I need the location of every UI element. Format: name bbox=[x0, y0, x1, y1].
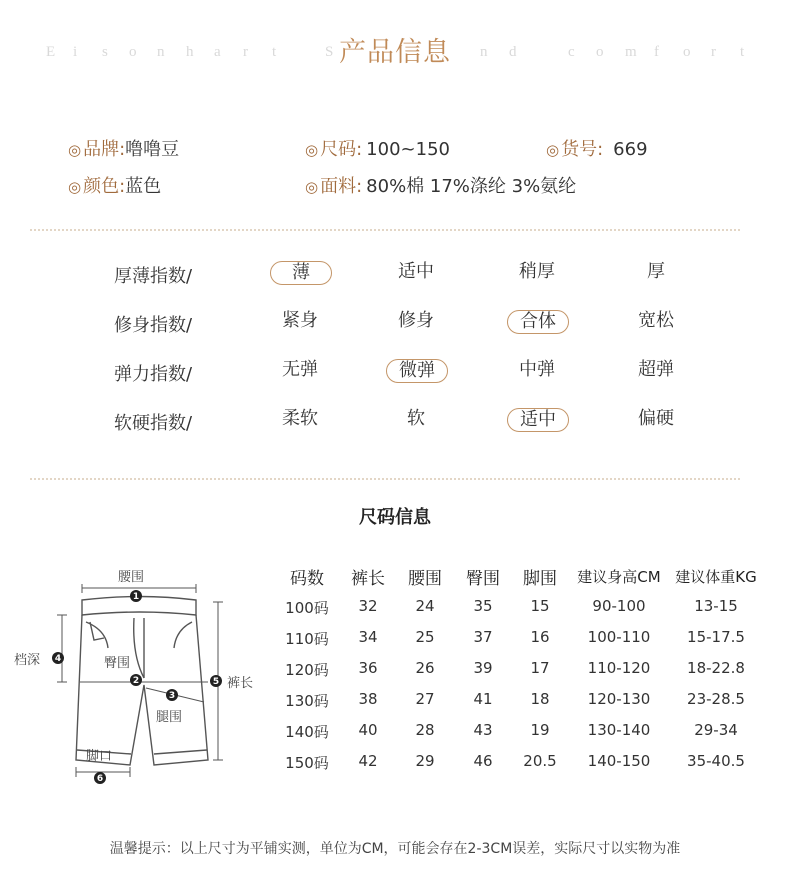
watermark-letter: t bbox=[272, 44, 277, 60]
dotted-divider bbox=[30, 229, 740, 231]
rise-label: 档深 bbox=[14, 653, 41, 668]
index-option: 适中 bbox=[398, 261, 434, 282]
hem-label: 脚口 bbox=[86, 749, 113, 764]
table-cell: 32 bbox=[358, 597, 378, 615]
index-option: 紧身 bbox=[282, 310, 318, 331]
index-option-selected: 合体 bbox=[507, 310, 569, 334]
size-section-title: 尺码信息 bbox=[359, 507, 431, 528]
color-info bbox=[68, 172, 161, 198]
table-cell: 140-150 bbox=[587, 752, 651, 770]
bullet-icon: ◎ bbox=[546, 141, 560, 159]
watermark-letter: S bbox=[325, 44, 334, 60]
table-cell: 35 bbox=[473, 597, 493, 615]
page-title: 产品信息 bbox=[339, 37, 451, 68]
shorts-measurement-diagram bbox=[10, 560, 275, 790]
table-cell: 150码 bbox=[285, 754, 329, 772]
table-cell: 41 bbox=[473, 690, 493, 708]
table-cell: 15-17.5 bbox=[687, 628, 745, 646]
table-cell: 23-28.5 bbox=[687, 690, 745, 708]
table-cell: 39 bbox=[473, 659, 493, 677]
table-header-cell: 臀围 bbox=[466, 569, 500, 589]
bullet-icon: ◎ bbox=[68, 178, 82, 196]
table-cell: 120-130 bbox=[587, 690, 651, 708]
table-cell: 25 bbox=[415, 628, 435, 646]
table-cell: 100-110 bbox=[587, 628, 651, 646]
index-label: 厚薄指数/ bbox=[114, 266, 193, 287]
watermark-letter: o bbox=[129, 44, 137, 60]
index-option: 修身 bbox=[398, 310, 434, 331]
watermark-letter: r bbox=[711, 44, 716, 60]
brand-value: 噜噜豆 bbox=[125, 139, 180, 160]
marker-5-label: 5 bbox=[212, 677, 220, 687]
bullet-icon: ◎ bbox=[305, 141, 319, 159]
table-cell: 26 bbox=[415, 659, 435, 677]
marker-6-label: 6 bbox=[96, 774, 104, 784]
watermark-letter: i bbox=[73, 44, 78, 60]
watermark-letter: h bbox=[186, 44, 194, 60]
index-option-selected: 适中 bbox=[507, 408, 569, 432]
size-label: 尺码: bbox=[320, 139, 363, 160]
bullet-icon: ◎ bbox=[305, 178, 319, 196]
watermark-letter: f bbox=[654, 44, 659, 60]
index-label: 修身指数/ bbox=[114, 315, 193, 336]
waist-label: 腰围 bbox=[118, 570, 145, 585]
sku-info bbox=[546, 135, 648, 161]
table-cell: 29 bbox=[415, 752, 435, 770]
table-cell: 36 bbox=[358, 659, 378, 677]
table-cell: 90-100 bbox=[592, 597, 646, 615]
table-cell: 27 bbox=[415, 690, 435, 708]
sku-label: 货号: bbox=[561, 139, 604, 160]
table-cell: 100码 bbox=[285, 599, 329, 617]
table-cell: 110码 bbox=[285, 630, 329, 648]
table-cell: 19 bbox=[530, 721, 550, 739]
brand-label: 品牌: bbox=[83, 139, 126, 160]
table-cell: 120码 bbox=[285, 661, 329, 679]
table-cell: 28 bbox=[415, 721, 435, 739]
fabric-info bbox=[305, 172, 576, 198]
size-info bbox=[305, 135, 450, 161]
table-cell: 43 bbox=[473, 721, 493, 739]
index-option: 超弹 bbox=[638, 359, 674, 380]
index-option: 软 bbox=[407, 408, 425, 429]
table-cell: 17 bbox=[530, 659, 550, 677]
table-cell: 38 bbox=[358, 690, 378, 708]
table-cell: 29-34 bbox=[694, 721, 738, 739]
table-header-cell: 码数 bbox=[290, 569, 324, 589]
index-option: 偏硬 bbox=[638, 408, 674, 429]
table-header-cell: 建议身高CM bbox=[577, 568, 661, 586]
index-option: 厚 bbox=[647, 261, 665, 282]
index-option: 柔软 bbox=[282, 408, 318, 429]
table-cell: 40 bbox=[358, 721, 378, 739]
length-label: 裤长 bbox=[227, 676, 254, 691]
table-cell: 110-120 bbox=[587, 659, 651, 677]
index-option: 稍厚 bbox=[519, 261, 555, 282]
watermark-letter: d bbox=[509, 44, 517, 60]
thigh-label: 腿围 bbox=[156, 710, 183, 725]
watermark-letter: c bbox=[568, 44, 575, 60]
watermark-letter: o bbox=[596, 44, 604, 60]
table-cell: 16 bbox=[530, 628, 550, 646]
watermark-letter: s bbox=[102, 44, 108, 60]
index-label: 软硬指数/ bbox=[114, 413, 193, 434]
sku-value: 669 bbox=[613, 139, 648, 160]
table-cell: 140码 bbox=[285, 723, 329, 741]
index-option-selected: 微弹 bbox=[386, 359, 448, 383]
marker-2-label: 2 bbox=[132, 676, 140, 686]
table-cell: 20.5 bbox=[523, 752, 557, 770]
size-note: 温馨提示：以上尺寸为平铺实测，单位为CM，可能会存在2-3CM误差，实际尺寸以实物为准 bbox=[109, 841, 681, 857]
marker-3-label: 3 bbox=[168, 691, 176, 701]
table-header-cell: 腰围 bbox=[408, 569, 442, 589]
watermark-letter: a bbox=[214, 44, 221, 60]
marker-1-label: 1 bbox=[132, 592, 140, 602]
bullet-icon: ◎ bbox=[68, 141, 82, 159]
table-cell: 13-15 bbox=[694, 597, 738, 615]
table-header-cell: 裤长 bbox=[351, 569, 385, 589]
fabric-value: 80%棉 17%涤纶 3%氨纶 bbox=[366, 176, 577, 197]
index-option: 无弹 bbox=[282, 359, 318, 380]
watermark-letter: o bbox=[683, 44, 691, 60]
table-cell: 24 bbox=[415, 597, 435, 615]
table-cell: 42 bbox=[358, 752, 378, 770]
watermark-letter: r bbox=[243, 44, 248, 60]
table-cell: 35-40.5 bbox=[687, 752, 745, 770]
watermark-letter: n bbox=[157, 44, 165, 60]
index-option-selected: 薄 bbox=[270, 261, 332, 285]
marker-4-label: 4 bbox=[54, 654, 62, 664]
table-cell: 34 bbox=[358, 628, 378, 646]
color-label: 颜色: bbox=[83, 176, 126, 197]
table-cell: 15 bbox=[530, 597, 550, 615]
table-cell: 130码 bbox=[285, 692, 329, 710]
table-cell: 130-140 bbox=[587, 721, 651, 739]
index-option: 中弹 bbox=[519, 359, 555, 380]
hip-label: 臀围 bbox=[104, 656, 131, 671]
index-label: 弹力指数/ bbox=[114, 364, 193, 385]
index-option: 宽松 bbox=[638, 310, 674, 331]
size-value: 100~150 bbox=[366, 139, 450, 160]
table-cell: 18-22.8 bbox=[687, 659, 745, 677]
table-header-cell: 建议体重KG bbox=[675, 568, 757, 586]
dotted-divider bbox=[30, 478, 740, 480]
watermark-letter: m bbox=[625, 44, 637, 60]
watermark-letter: n bbox=[480, 44, 488, 60]
table-cell: 46 bbox=[473, 752, 493, 770]
watermark-letter: E bbox=[46, 44, 56, 60]
table-cell: 18 bbox=[530, 690, 550, 708]
color-value: 蓝色 bbox=[125, 176, 162, 197]
table-cell: 37 bbox=[473, 628, 493, 646]
fabric-label: 面料: bbox=[320, 176, 363, 197]
brand-info bbox=[68, 135, 179, 161]
table-header-cell: 脚围 bbox=[523, 569, 557, 589]
watermark-letter: t bbox=[740, 44, 745, 60]
